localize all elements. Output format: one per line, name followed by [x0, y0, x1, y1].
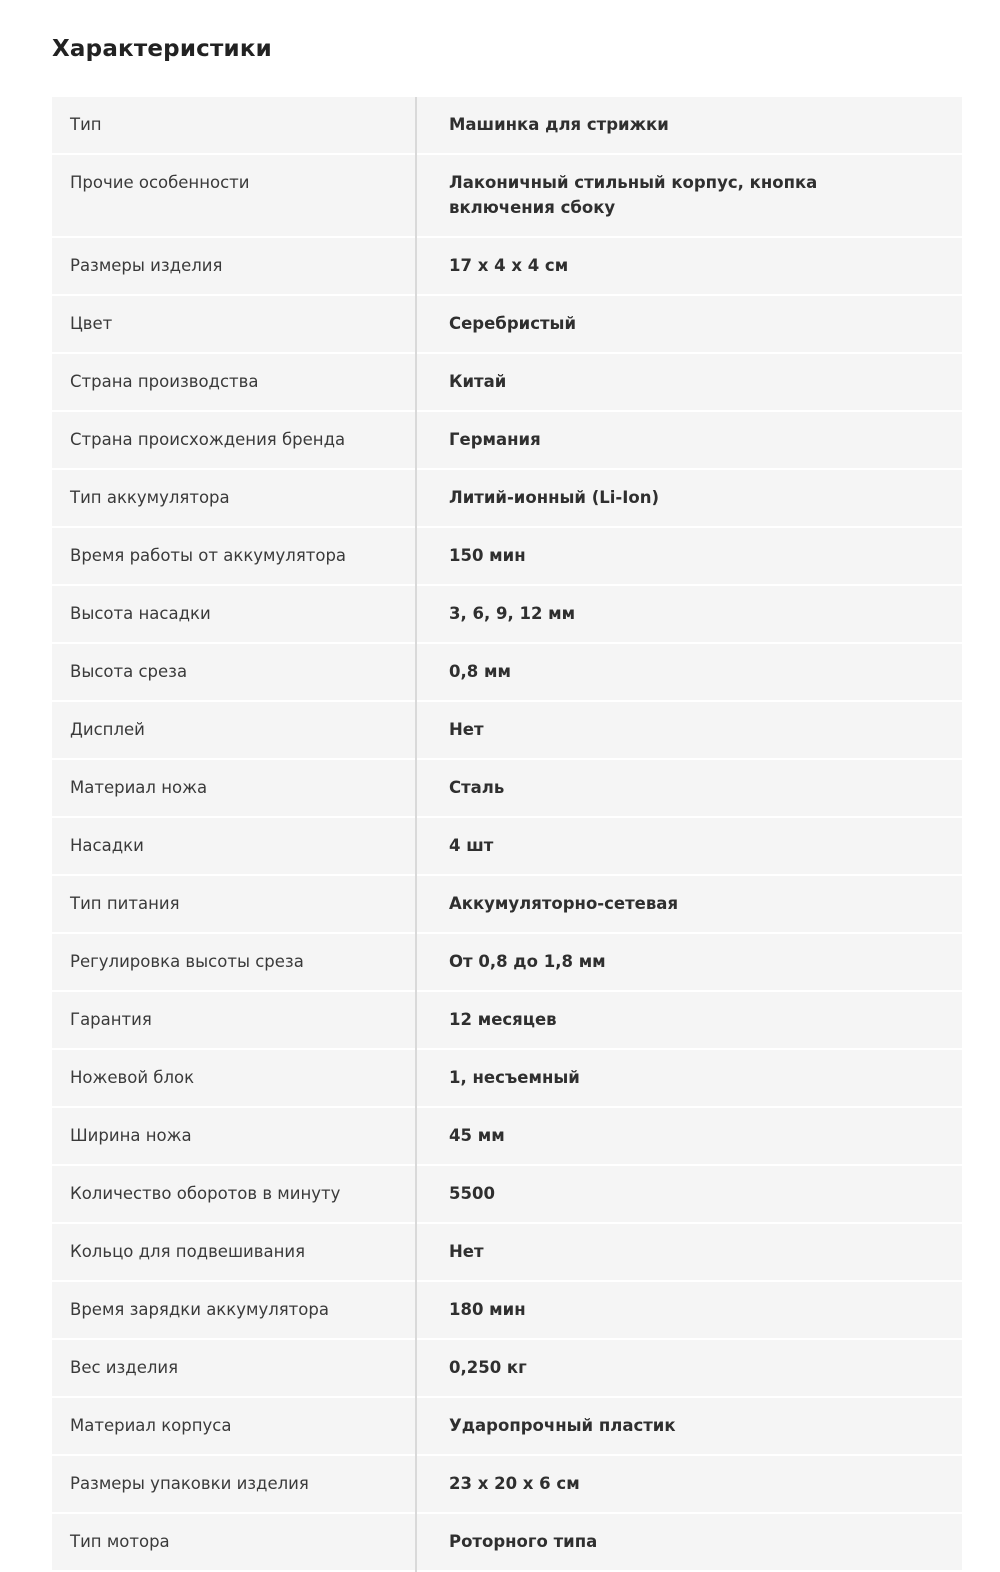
spec-value: Нет [449, 720, 484, 739]
spec-row [52, 469, 962, 527]
spec-row [52, 1165, 962, 1223]
spec-value: Сталь [449, 778, 505, 797]
spec-row [52, 1339, 962, 1397]
spec-label: Материал корпуса [52, 1397, 416, 1455]
spec-row [52, 295, 962, 353]
spec-row [52, 817, 962, 875]
spec-label: Тип мотора [52, 1513, 416, 1571]
spec-row [52, 527, 962, 585]
spec-value: 17 x 4 x 4 см [449, 256, 569, 275]
specs-table-body [52, 97, 962, 1571]
spec-label: Время работы от аккумулятора [52, 527, 416, 585]
spec-value: Серебристый [449, 314, 577, 333]
spec-row [52, 1049, 962, 1107]
spec-row [52, 1397, 962, 1455]
spec-value: 1, несъемный [449, 1068, 580, 1087]
spec-label: Высота среза [52, 643, 416, 701]
spec-label: Насадки [52, 817, 416, 875]
spec-row [52, 154, 962, 237]
spec-label: Кольцо для подвешивания [52, 1223, 416, 1281]
spec-value: От 0,8 до 1,8 мм [449, 952, 606, 971]
spec-value: Ударопрочный пластик [449, 1416, 676, 1435]
spec-value: Машинка для стрижки [449, 115, 669, 134]
spec-value: Аккумуляторно-сетевая [449, 894, 679, 913]
spec-row [52, 875, 962, 933]
spec-row [52, 1107, 962, 1165]
spec-value: Нет [449, 1242, 484, 1261]
spec-value: 3, 6, 9, 12 мм [449, 604, 576, 623]
spec-value: 12 месяцев [449, 1010, 557, 1029]
spec-value: 5500 [449, 1184, 495, 1203]
spec-value: 4 шт [449, 836, 494, 855]
spec-label: Страна происхождения бренда [52, 411, 416, 469]
spec-value: Германия [449, 430, 541, 449]
spec-row [52, 1455, 962, 1513]
spec-row [52, 1513, 962, 1571]
section-title: Характеристики [52, 36, 272, 62]
spec-value: Роторного типа [449, 1532, 598, 1551]
spec-value: Лаконичный стильный корпус, кнопка включения сбоку [449, 173, 818, 217]
spec-row [52, 237, 962, 295]
spec-row [52, 411, 962, 469]
spec-value: 180 мин [449, 1300, 526, 1319]
spec-label: Размеры изделия [52, 237, 416, 295]
spec-row [52, 933, 962, 991]
spec-label: Тип аккумулятора [52, 469, 416, 527]
spec-label: Материал ножа [52, 759, 416, 817]
spec-label: Размеры упаковки изделия [52, 1455, 416, 1513]
spec-row [52, 1223, 962, 1281]
spec-label: Высота насадки [52, 585, 416, 643]
spec-row [52, 1281, 962, 1339]
spec-value: Литий-ионный (Li-Ion) [449, 488, 660, 507]
spec-label: Время зарядки аккумулятора [52, 1281, 416, 1339]
spec-row [52, 991, 962, 1049]
spec-label: Тип питания [52, 875, 416, 933]
spec-row [52, 759, 962, 817]
spec-label: Ножевой блок [52, 1049, 416, 1107]
spec-row [52, 701, 962, 759]
spec-value: 150 мин [449, 546, 526, 565]
spec-value: 0,250 кг [449, 1358, 527, 1377]
spec-label: Дисплей [52, 701, 416, 759]
spec-label: Количество оборотов в минуту [52, 1165, 416, 1223]
spec-row [52, 585, 962, 643]
spec-value: 45 мм [449, 1126, 505, 1145]
spec-label: Гарантия [52, 991, 416, 1049]
spec-row [52, 643, 962, 701]
spec-label: Ширина ножа [52, 1107, 416, 1165]
spec-value: 23 x 20 x 6 см [449, 1474, 580, 1493]
spec-label: Цвет [52, 295, 416, 353]
spec-label: Прочие особенности [52, 154, 416, 237]
specs-table [52, 97, 962, 1572]
spec-label: Регулировка высоты среза [52, 933, 416, 991]
spec-label: Тип [52, 97, 416, 154]
spec-row [52, 97, 962, 154]
spec-label: Страна производства [52, 353, 416, 411]
spec-row [52, 353, 962, 411]
spec-label: Вес изделия [52, 1339, 416, 1397]
spec-value: 0,8 мм [449, 662, 511, 681]
spec-value: Китай [449, 372, 507, 391]
